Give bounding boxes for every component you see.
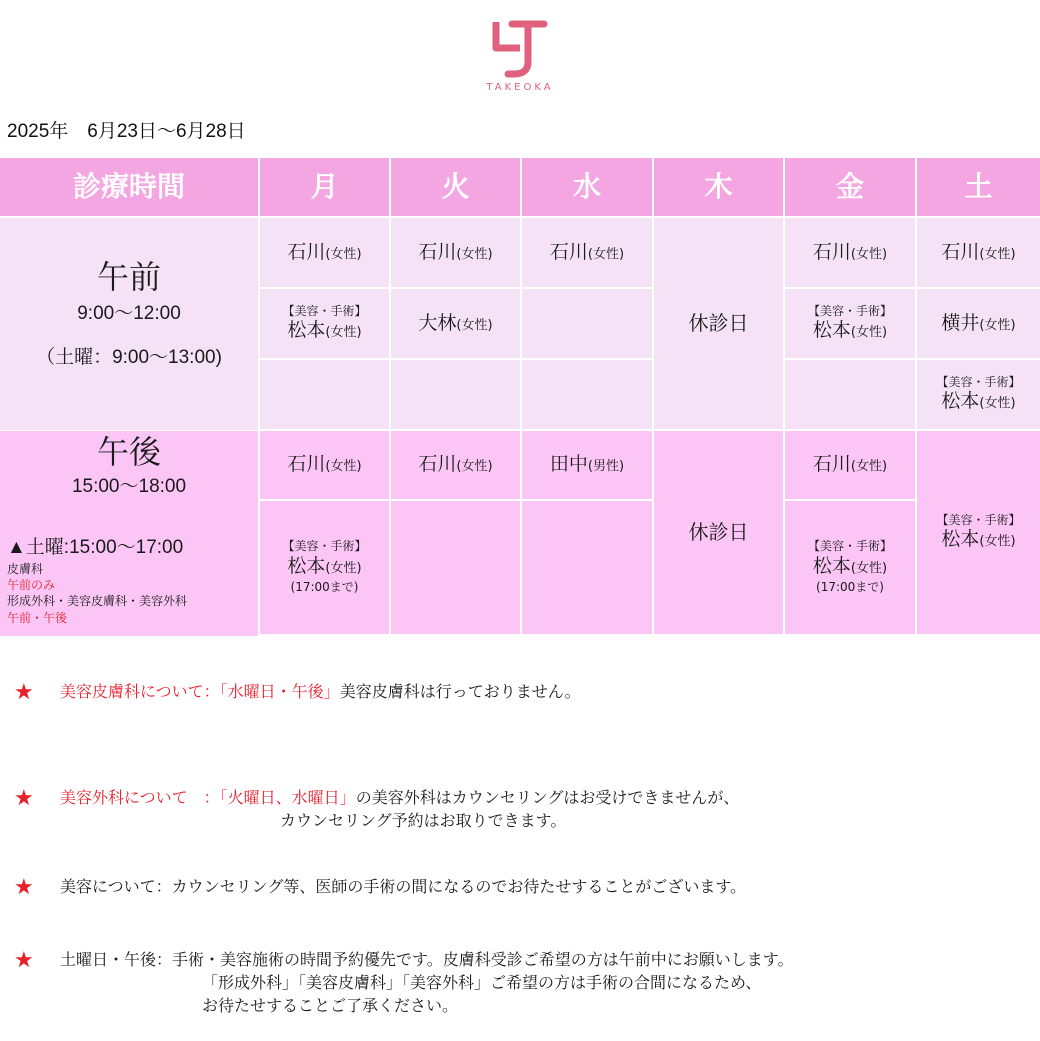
note-cosmetic-derm bbox=[14, 680, 581, 773]
star-icon: ★ bbox=[14, 948, 34, 973]
pm-mon-slot-2 bbox=[260, 501, 391, 636]
doctor-gender: (女性) bbox=[979, 246, 1016, 262]
doctor-gender: (女性) bbox=[325, 459, 362, 475]
specialty-tag: 【美容・手術】 bbox=[807, 303, 892, 318]
pm-title: 午後 bbox=[96, 433, 161, 471]
am-tue-slot-1 bbox=[391, 218, 522, 289]
star-icon: ★ bbox=[14, 875, 34, 900]
date-range: 2025年 6月23日～6月28日 bbox=[7, 121, 246, 142]
am-wed-slot-1 bbox=[522, 218, 654, 289]
note-text: 美容について：カウンセリング等、医師の手術の間になるのでお待たせすることがございます。 bbox=[60, 877, 747, 896]
note-cosmetic-surgery bbox=[14, 786, 740, 879]
header-day-wed: 水 bbox=[522, 158, 654, 218]
specialty-tag: 【美容・手術】 bbox=[936, 512, 1021, 527]
doctor-name: 横井 bbox=[941, 311, 980, 334]
doctor-gender: (女性) bbox=[456, 459, 493, 475]
doctor-gender: (女性) bbox=[325, 325, 362, 341]
doctor-gender: (女性) bbox=[979, 396, 1016, 412]
doctor-name: 大林 bbox=[418, 311, 457, 334]
doctor-gender: (女性) bbox=[850, 459, 888, 475]
doctor-gender: (女性) bbox=[979, 534, 1016, 550]
note-text: の美容外科はカウンセリングはお受けできませんが、 bbox=[355, 788, 740, 807]
derm-hours: 午前のみ bbox=[7, 578, 56, 593]
pm-tue-slot-2 bbox=[391, 501, 522, 636]
doctor-name: 石川 bbox=[941, 240, 980, 263]
note-red-prefix: 美容外科について ：「火曜日、水曜日」 bbox=[60, 788, 356, 807]
pm-fri-slot-2 bbox=[785, 501, 917, 636]
doctor-name: 松本 bbox=[812, 555, 851, 578]
cosmetic-label: 形成外科・美容皮膚科・美容外科 bbox=[7, 594, 188, 609]
doctor-gender: (女性) bbox=[456, 246, 493, 262]
until-note: (17:00まで) bbox=[290, 579, 359, 594]
doctor-name: 石川 bbox=[418, 240, 457, 263]
am-fri-slot-2 bbox=[785, 289, 917, 360]
derm-label: 皮膚科 bbox=[7, 562, 44, 576]
pm-saturday-time: ▲土曜:15:00～17:00 bbox=[7, 537, 184, 558]
pm-fri-slot-1 bbox=[785, 431, 917, 501]
pm-wed-slot-2 bbox=[522, 501, 654, 636]
am-mon-slot-1 bbox=[260, 218, 391, 289]
am-thu-closed bbox=[654, 218, 785, 431]
doctor-name: 石川 bbox=[549, 240, 588, 263]
header-hours: 診療時間 bbox=[0, 158, 260, 218]
star-icon: ★ bbox=[14, 680, 34, 705]
header-day-fri: 金 bbox=[785, 158, 917, 218]
doctor-name: 松本 bbox=[287, 319, 326, 342]
logo-text: TAKEOKA bbox=[486, 82, 554, 93]
doctor-name: 石川 bbox=[287, 240, 326, 263]
schedule-table bbox=[0, 158, 1040, 636]
takeoka-logo bbox=[0, 18, 1040, 93]
am-tue-slot-3 bbox=[391, 360, 522, 431]
doctor-gender: (女性) bbox=[850, 325, 888, 341]
header-day-sat: 土 bbox=[917, 158, 1040, 218]
note-saturday bbox=[14, 948, 794, 1041]
doctor-name: 松本 bbox=[287, 555, 326, 578]
am-wed-slot-2 bbox=[522, 289, 654, 360]
closed-label: 休診日 bbox=[688, 520, 749, 544]
am-fri-slot-3 bbox=[785, 360, 917, 431]
note-text: 美容皮膚科は行っておりません。 bbox=[339, 682, 581, 701]
doctor-gender: (男性) bbox=[587, 459, 625, 475]
specialty-tag: 【美容・手術】 bbox=[807, 539, 892, 554]
doctor-gender: (女性) bbox=[850, 561, 888, 577]
note-text: 土曜日・午後：手術・美容施術の時間予約優先です。皮膚科受診ご希望の方は午前中にお願いします。 bbox=[60, 950, 794, 969]
am-saturday-time: （土曜：9:00～13:00) bbox=[36, 347, 222, 369]
am-sat-slot-2 bbox=[917, 289, 1040, 360]
pm-mon-slot-1 bbox=[260, 431, 391, 501]
am-sat-slot-1 bbox=[917, 218, 1040, 289]
doctor-name: 石川 bbox=[812, 240, 851, 263]
pm-sat-slot bbox=[917, 431, 1040, 636]
doctor-name: 松本 bbox=[812, 319, 851, 342]
pm-tue-slot-1 bbox=[391, 431, 522, 501]
until-note: (17:00まで) bbox=[816, 579, 884, 594]
doctor-name: 松本 bbox=[941, 528, 980, 551]
am-sat-slot-3 bbox=[917, 360, 1040, 431]
doctor-gender: (女性) bbox=[979, 317, 1016, 333]
am-tue-slot-2 bbox=[391, 289, 522, 360]
pm-thu-closed bbox=[654, 431, 785, 636]
am-mon-slot-2 bbox=[260, 289, 391, 360]
doctor-gender: (女性) bbox=[456, 317, 493, 333]
cosmetic-hours: 午前・午後 bbox=[7, 610, 68, 625]
header-day-tue: 火 bbox=[391, 158, 522, 218]
note-text-line2: 「形成外科」「美容皮膚科」「美容外科」ご希望の方は手術の合間になるため、 bbox=[202, 973, 762, 993]
pm-time: 15:00～18:00 bbox=[71, 476, 187, 498]
am-wed-slot-3 bbox=[522, 360, 654, 431]
note-text-line2: カウンセリング予約はお取りできます。 bbox=[280, 811, 567, 831]
am-mon-slot-3 bbox=[260, 360, 391, 431]
star-icon: ★ bbox=[14, 786, 34, 811]
pm-wed-slot-1 bbox=[522, 431, 654, 501]
header-day-thu: 木 bbox=[654, 158, 785, 218]
closed-label: 休診日 bbox=[688, 311, 749, 335]
am-period-label bbox=[0, 218, 258, 430]
doctor-gender: (女性) bbox=[850, 246, 888, 262]
am-title: 午前 bbox=[96, 258, 161, 296]
am-fri-slot-1 bbox=[785, 218, 917, 289]
specialty-tag: 【美容・手術】 bbox=[936, 374, 1021, 389]
specialty-tag: 【美容・手術】 bbox=[282, 539, 367, 554]
doctor-name: 石川 bbox=[812, 453, 851, 476]
note-text-line3: お待たせすることご了承ください。 bbox=[202, 996, 459, 1016]
doctor-gender: (女性) bbox=[325, 246, 362, 262]
note-red-prefix: 美容皮膚科について：「水曜日・午後」 bbox=[60, 682, 340, 701]
doctor-gender: (女性) bbox=[587, 246, 625, 262]
doctor-name: 松本 bbox=[941, 390, 980, 413]
am-time: 9:00～12:00 bbox=[77, 303, 181, 325]
logo-mark-icon bbox=[490, 18, 550, 78]
doctor-name: 田中 bbox=[549, 453, 588, 476]
doctor-name: 石川 bbox=[287, 453, 326, 476]
specialty-tag: 【美容・手術】 bbox=[282, 303, 367, 318]
doctor-name: 石川 bbox=[418, 453, 457, 476]
doctor-gender: (女性) bbox=[325, 561, 362, 577]
pm-saturday-info bbox=[7, 532, 187, 626]
header-day-mon: 月 bbox=[260, 158, 391, 218]
